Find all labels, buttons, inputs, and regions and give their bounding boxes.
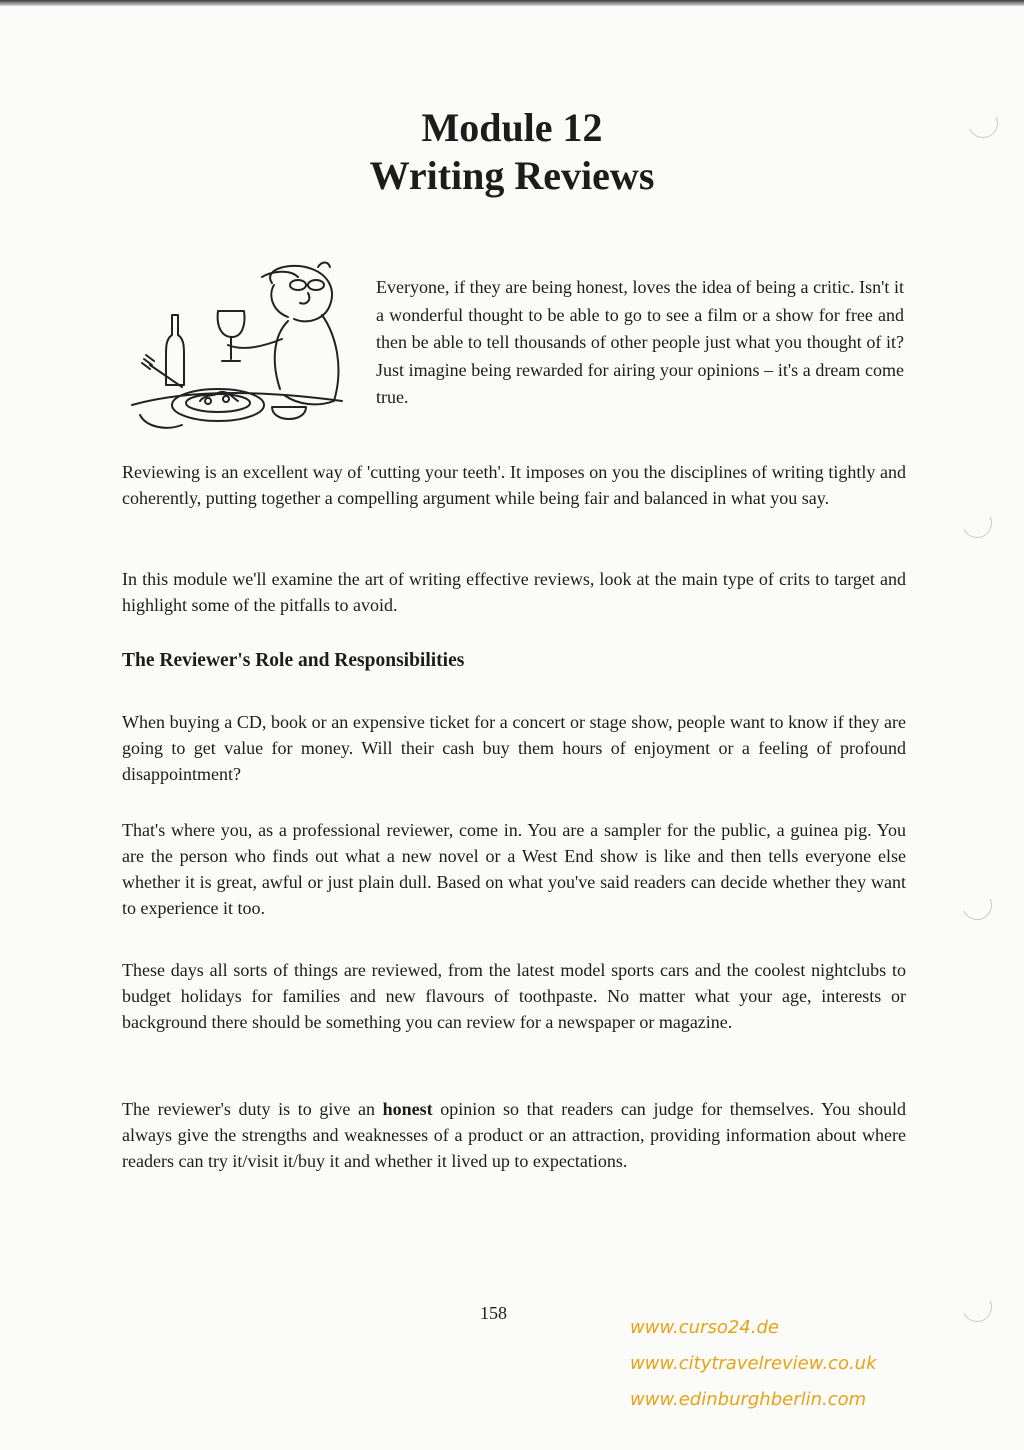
body-paragraph: Reviewing is an excellent way of 'cutting your teeth'. It imposes on you the disciplines of writing tightly and coherently, putting together a compelling argument while being fair and balanced in what you say. (122, 462, 906, 508)
body-paragraph: When buying a CD, book or an expensive ticket for a concert or stage show, people want to know if they are going to get value for money. Will their cash buy them hours of enjoyment or a feeling of profound disappointment? (122, 712, 906, 784)
scan-top-edge (0, 0, 1024, 6)
punch-hole (958, 504, 996, 542)
section-heading: The Reviewer's Role and Responsibilities (122, 650, 465, 671)
link-citytravelreview[interactable]: www.citytravelreview.co.uk (630, 1353, 877, 1374)
module-title: Module 12 (421, 105, 603, 150)
punch-hole (958, 1288, 996, 1326)
body-paragraph (122, 1096, 906, 1174)
paragraph-text: opinion so that readers can judge for themselves. You should always give the strengths and weaknesses of a product or an attraction, providing information about where readers can try it/visit it/buy it and whether it lived up to expectations. (122, 1099, 906, 1171)
body-paragraph: These days all sorts of things are reviewed, from the latest model sports cars and the coolest nightclubs to budget holidays for families and new flavours of toothpaste. No matter what your age, interests or background there should be something you can review for a newspaper or magazine. (122, 960, 906, 1032)
page-number: 158 (480, 1303, 507, 1323)
emphasis-honest: honest (382, 1099, 433, 1119)
intro-paragraph: Everyone, if they are being honest, loves the idea of being a critic. Isn't it a wonderful thought to be able to go to see a film or a show for free and then be able to tell thousands of other people just what you thought of it? Just imagine being rewarded for airing your opinions – it's a dream come true. (376, 277, 904, 407)
module-subtitle: Writing Reviews (369, 153, 655, 198)
punch-hole (958, 886, 996, 924)
body-paragraph: That's where you, as a professional reviewer, come in. You are a sampler for the public, a guinea pig. You are the person who finds out what a new novel or a West End show is like and then tells everyone else whether it is great, awful or just plain dull. Based on what you've said readers can decide whether they want to experience it too. (122, 820, 906, 918)
food-critic-cartoon-icon (122, 255, 362, 445)
body-paragraph: In this module we'll examine the art of writing effective reviews, look at the main type of crits to target and highlight some of the pitfalls to avoid. (122, 569, 906, 615)
link-edinburghberlin[interactable]: www.edinburghberlin.com (630, 1389, 867, 1410)
link-curso24[interactable]: www.curso24.de (630, 1317, 779, 1338)
website-links (630, 1310, 877, 1418)
paragraph-text: The reviewer's duty is to give an (122, 1099, 383, 1119)
